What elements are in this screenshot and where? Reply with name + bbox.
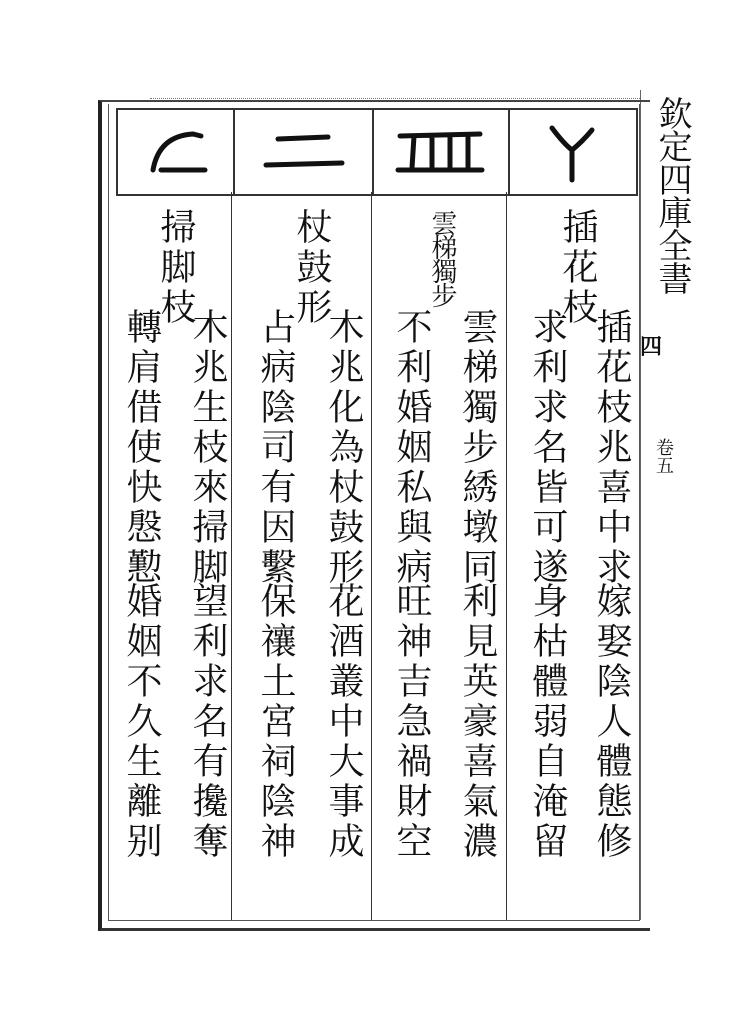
verse-line: 求利求名皆可遂 <box>527 308 568 588</box>
verse-line: 插花枝兆喜中求 <box>591 308 632 588</box>
three-stems-icon <box>392 124 488 180</box>
verse-line: 木兆生枝來掃脚 <box>187 308 228 588</box>
verse-line: 轉肩借使快慇懃 <box>121 308 162 588</box>
page-mark: 四 <box>640 334 663 360</box>
verse-line: 保禳土宮祠陰神 <box>255 582 296 862</box>
verse-line: 雲梯獨步綉墩同 <box>457 308 498 588</box>
verse-line: 占病陰司有因繫 <box>255 308 296 588</box>
heading-zhang-gu-xing: 杖鼓形 <box>291 208 332 328</box>
book-title: 欽定四庫全書 <box>652 96 692 294</box>
verse-line: 身枯體弱自淹留 <box>527 582 568 862</box>
column-divider <box>506 192 507 920</box>
verse-line: 婚姻不久生離别 <box>121 582 162 862</box>
yi-stroke-icon <box>141 122 211 182</box>
top-rule <box>150 98 640 99</box>
heading-sao-jiao-zhi: 掃脚枝 <box>155 208 196 328</box>
volume-label: 卷五 <box>653 438 674 474</box>
symbol-er <box>233 110 372 194</box>
verse-line: 不利婚姻私與病 <box>391 308 432 588</box>
two-bars-icon <box>258 127 348 177</box>
fork-icon <box>542 120 602 184</box>
symbol-san <box>372 110 508 194</box>
column-divider <box>371 192 372 920</box>
verse-line: 旺神吉急禍財空 <box>391 582 432 862</box>
symbol-band <box>116 108 638 196</box>
verse-line: 利見英豪喜氣濃 <box>457 582 498 862</box>
verse-line: 嫁娶陰人體態修 <box>591 582 632 862</box>
heading-yun-ti-du-bu: 雲梯獨步 <box>427 210 457 306</box>
verse-line: 木兆化為杖鼓形 <box>323 308 364 588</box>
verse-line: 花酒叢中大事成 <box>323 582 364 862</box>
symbol-ya <box>508 110 636 194</box>
heading-cha-hua-zhi: 插花枝 <box>557 208 598 328</box>
verse-line: 望利求名有攙奪 <box>187 582 228 862</box>
symbol-yi <box>118 110 233 194</box>
